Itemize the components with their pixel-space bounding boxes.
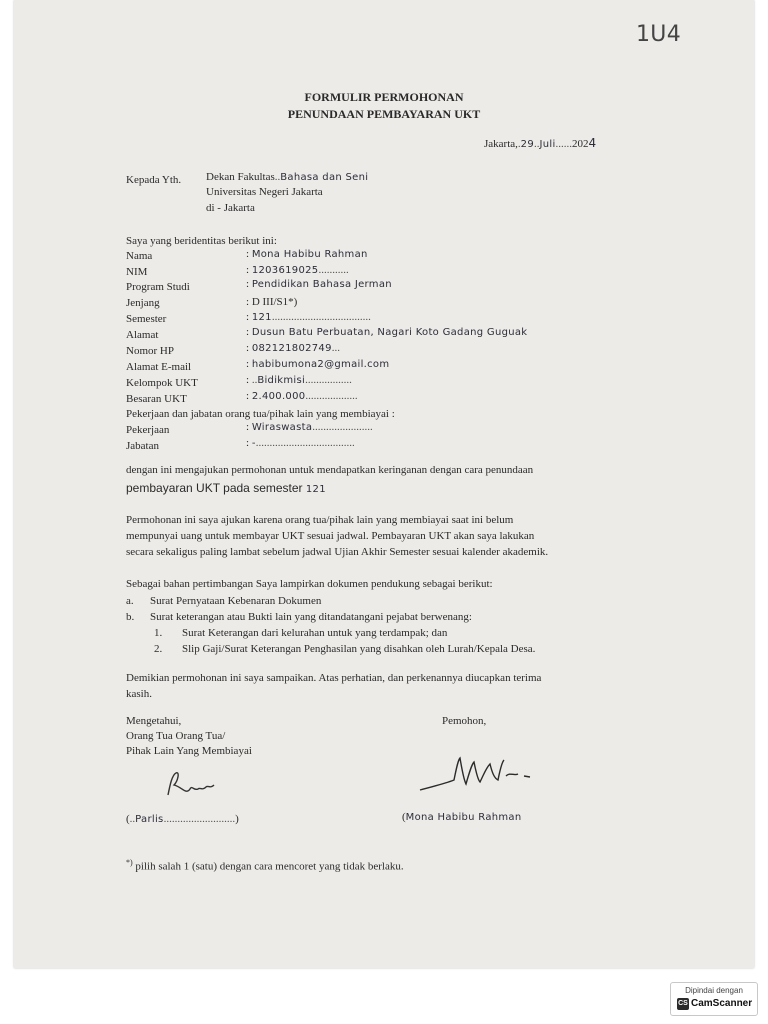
- field-value-jabatan: : -....................................: [246, 437, 355, 449]
- request-semester: 121: [305, 484, 326, 495]
- field-value-text: 2.400.000: [251, 391, 306, 402]
- field-value-alamat: : Dusun Batu Perbuatan, Nagari Koto Gadang Guguak: [246, 326, 528, 338]
- field-label-jenjang: Jenjang: [126, 297, 160, 309]
- scanned-document-page: [14, 0, 754, 968]
- field-value-email: : habibumona2@gmail.com: [246, 358, 390, 370]
- field-label-program-studi: Program Studi: [126, 281, 190, 293]
- camscanner-badge: [670, 982, 758, 1016]
- doc-b1-marker: 1.: [154, 627, 163, 639]
- recipient-line1: Dekan Fakultas..Bahasa dan Seni: [206, 171, 369, 183]
- field-label-nomor-hp: Nomor HP: [126, 345, 174, 357]
- date-day: 29: [520, 139, 534, 150]
- form-title-line1: FORMULIR PERMOHONAN: [304, 90, 464, 104]
- field-label-alamat: Alamat: [126, 329, 159, 341]
- footnote-text: pilih salah 1 (satu) dengan cara mencoret yang tidak berlaku.: [135, 860, 404, 873]
- field-label-semester: Semester: [126, 313, 167, 325]
- doc-a: Surat Pernyataan Kebenaran Dokumen: [150, 595, 322, 607]
- date-year-printed: 202: [572, 138, 589, 150]
- camscanner-brand: CamScanner: [691, 998, 753, 1009]
- field-value-text: 082121802749: [251, 343, 332, 354]
- reason-line3: secara sekaligus paling lambat sebelum jadwal Ujian Akhir Semester sesuai kalender akademik.: [126, 546, 549, 558]
- field-label-besaran-ukt: Besaran UKT: [126, 393, 187, 405]
- recipient-faculty: Bahasa dan Seni: [280, 172, 369, 183]
- right-sign-name-line: (Mona Habibu Rahman: [402, 811, 522, 823]
- left-signature-image: [164, 765, 234, 805]
- form-title-line2: PENUNDAAN PEMBAYARAN UKT: [287, 107, 481, 121]
- field-value-semester: : 121....................................: [246, 311, 371, 323]
- left-sign-line2: Orang Tua Orang Tua/: [126, 730, 226, 742]
- camscanner-caption: Dipindai dengan: [685, 986, 743, 995]
- corner-handwritten-note: 1U4: [636, 22, 681, 47]
- doc-b: Surat keterangan atau Bukti lain yang ditandatangani pejabat berwenang:: [150, 611, 472, 623]
- doc-a-marker: a.: [126, 595, 134, 607]
- identity-intro: Saya yang beridentitas berikut ini:: [126, 235, 277, 247]
- field-value-text: 121: [251, 312, 272, 323]
- field-value-text: 1203619025: [251, 265, 319, 276]
- footnote: [126, 858, 404, 873]
- closing-line2: kasih.: [126, 688, 152, 700]
- recipient-line2: Universitas Negeri Jakarta: [206, 186, 323, 198]
- field-label-nama: Nama: [126, 250, 153, 262]
- recipient-label: Kepada Yth.: [126, 174, 182, 186]
- date-prefix: Jakarta,: [484, 138, 518, 150]
- camscanner-logo-icon: CS: [677, 998, 689, 1010]
- request-line2-prefix: pembayaran UKT pada semester: [126, 481, 303, 495]
- field-value-jenjang: : D III/S1*): [246, 296, 298, 308]
- recipient-faculty-prefix: Dekan Fakultas: [206, 171, 275, 183]
- left-sign-line1: Mengetahui,: [126, 715, 182, 727]
- request-line1: dengan ini mengajukan permohonan untuk mendapatkan keringanan dengan cara penundaan: [126, 464, 534, 476]
- closing-line1: Demikian permohonan ini saya sampaikan. Atas perhatian, dan perkenannya diucapkan terima: [126, 672, 542, 684]
- reason-line2: mempunyai uang untuk membayar UKT sesuai jadwal. Pembayaran UKT akan saya lakukan: [126, 530, 535, 542]
- left-sign-name-line: (..Parlis..........................): [126, 813, 239, 825]
- left-sign-line3: Pihak Lain Yang Membiayai: [126, 745, 252, 757]
- field-value-program-studi: : Pendidikan Bahasa Jerman: [246, 278, 392, 290]
- field-label-email: Alamat E-mail: [126, 361, 192, 373]
- field-value-text: habibumona2@gmail.com: [251, 359, 390, 370]
- field-value-nama: : Mona Habibu Rahman: [246, 248, 368, 260]
- right-sign-line1: Pemohon,: [442, 715, 487, 727]
- field-value-text: Pendidikan Bahasa Jerman: [251, 279, 392, 290]
- date-year-hand: 4: [588, 136, 597, 150]
- date-line: Jakarta,.29..Juli......2024: [484, 136, 597, 150]
- doc-b1: Surat Keterangan dari kelurahan untuk yang terdampak; dan: [182, 627, 448, 639]
- field-value-text: Bidikmisi: [257, 375, 306, 386]
- field-value-text: Wiraswasta: [251, 422, 313, 433]
- field-label-pekerjaan: Pekerjaan: [126, 424, 170, 436]
- docs-intro: Sebagai bahan pertimbangan Saya lampirkan dokumen pendukung sebagai berikut:: [126, 578, 493, 590]
- field-label-kelompok-ukt: Kelompok UKT: [126, 377, 198, 389]
- field-value-besaran-ukt: : 2.400.000...................: [246, 390, 358, 402]
- field-label-nim: NIM: [126, 266, 148, 278]
- doc-b-marker: b.: [126, 611, 135, 623]
- field-value-text: -: [251, 438, 256, 449]
- doc-b2-marker: 2.: [154, 643, 163, 655]
- reason-line1: Permohonan ini saya ajukan karena orang tua/pihak lain yang membiayai saat ini belum: [126, 514, 514, 526]
- request-line2: [126, 481, 326, 495]
- field-value-kelompok-ukt: : ..Bidikmisi.................: [246, 374, 352, 386]
- field-value-text: Dusun Batu Perbuatan, Nagari Koto Gadang Guguak: [251, 327, 528, 338]
- field-value-nim: : 1203619025...........: [246, 264, 349, 276]
- right-sign-name: Mona Habibu Rahman: [405, 812, 522, 823]
- right-signature-image: [414, 750, 544, 800]
- field-value-text: Mona Habibu Rahman: [251, 249, 368, 260]
- field-label-jabatan: Jabatan: [126, 440, 159, 452]
- parent-intro: Pekerjaan dan jabatan orang tua/pihak lain yang membiayai :: [126, 408, 395, 420]
- field-value-pekerjaan: : Wiraswasta......................: [246, 421, 373, 433]
- field-value-text: D III/S1*): [251, 296, 298, 308]
- doc-b2: Slip Gaji/Surat Keterangan Penghasilan yang disahkan oleh Lurah/Kepala Desa.: [182, 643, 536, 655]
- footnote-mark: *): [126, 858, 133, 867]
- left-sign-name: Parlis: [135, 814, 164, 825]
- date-month: Juli: [539, 139, 556, 150]
- recipient-line3: di - Jakarta: [206, 202, 255, 214]
- field-value-nomor-hp: : 082121802749...: [246, 342, 341, 354]
